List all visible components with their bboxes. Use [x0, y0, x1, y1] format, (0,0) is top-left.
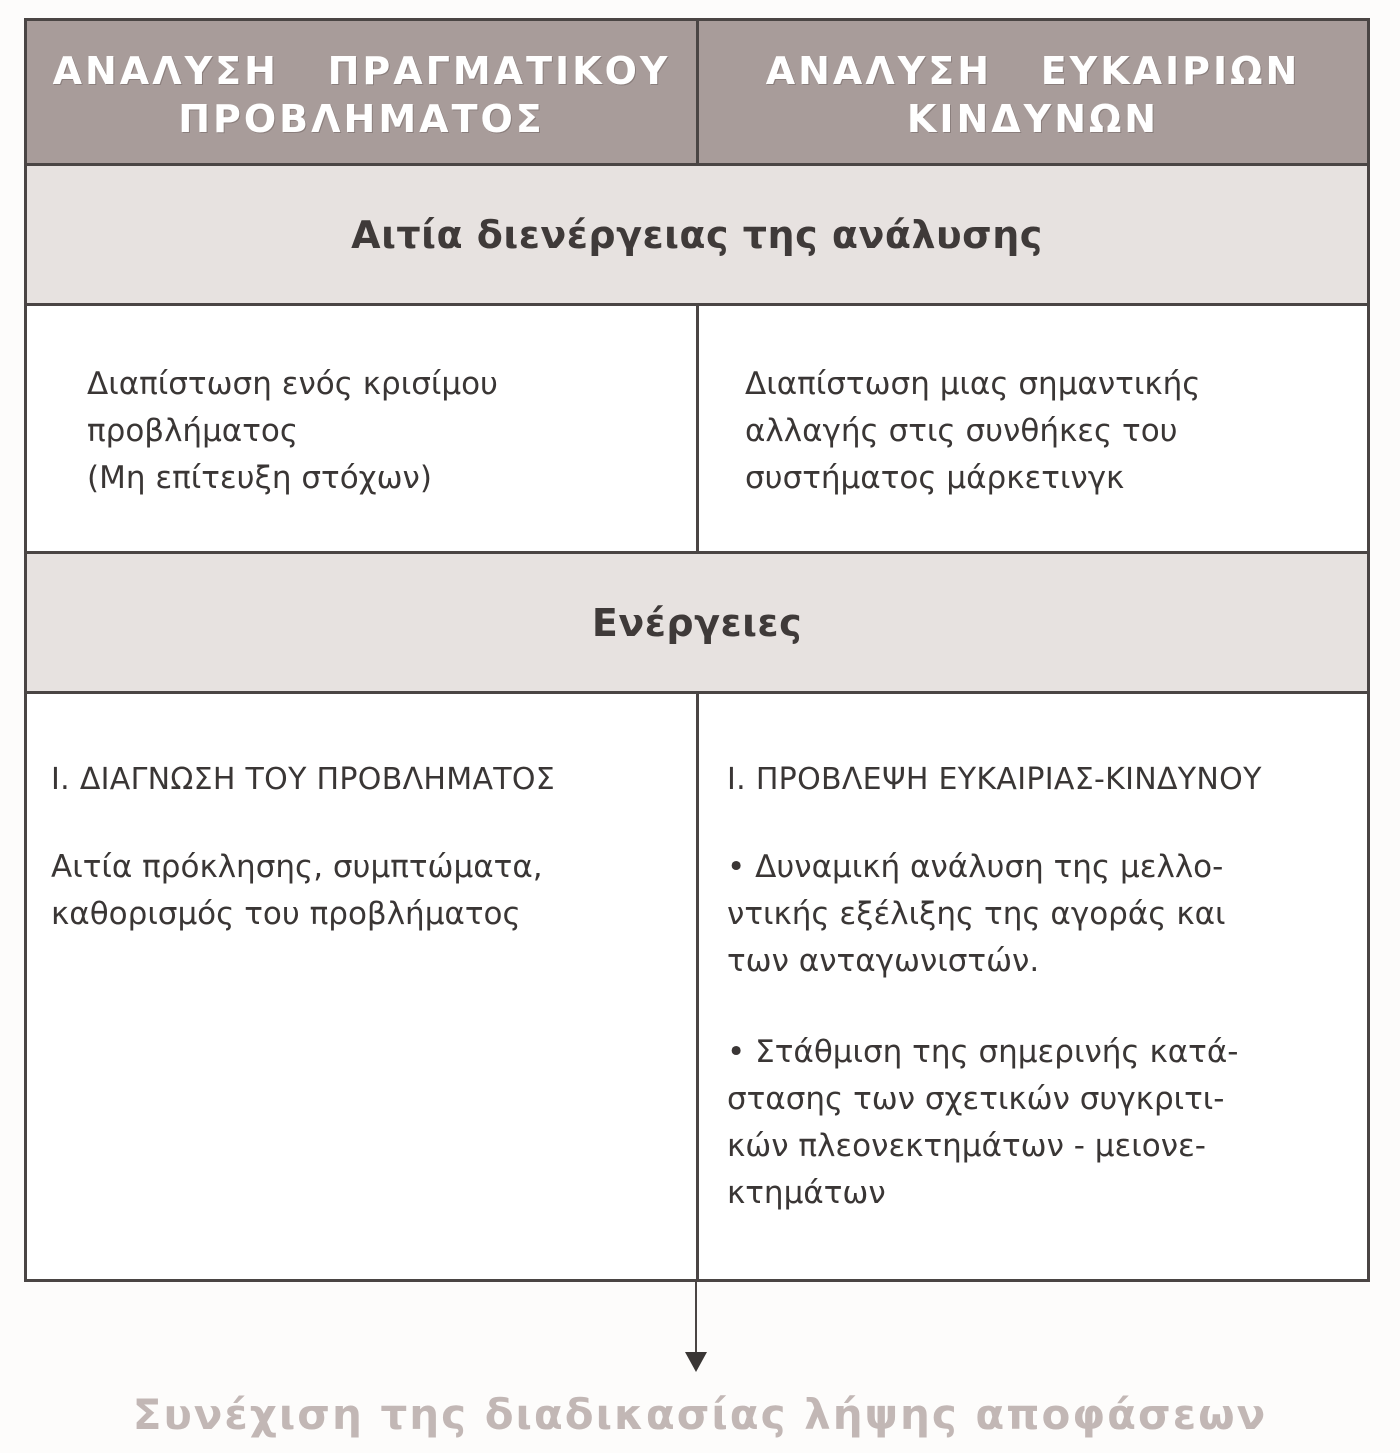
reason-left-text: [87, 361, 498, 502]
reason-band: [27, 166, 1367, 306]
reason-right-text: [745, 361, 1200, 502]
reason-left-line-3: (Μη επίτευξη στόχων): [87, 460, 432, 496]
reason-right-line-2: αλλαγής στις συνθήκες του: [745, 413, 1178, 449]
header-right-title: [699, 47, 1367, 143]
header-right-line-2: ΚΙΝΔΥΝΩΝ: [906, 97, 1160, 141]
reason-band-title: Αιτία διενέργειας της ανάλυσης: [351, 212, 1043, 257]
header-left-line-2: ΠΡΟΒΛΗΜΑΤΟΣ: [178, 97, 545, 141]
header-left-title: [27, 47, 696, 143]
analysis-table: [24, 18, 1370, 1282]
next-step-caption: Συνέχιση της διαδικασίας λήψης αποφάσεων: [132, 1390, 1268, 1439]
forecast-bullet-2-line-2: στασης των σχετικών συγκριτι-: [727, 1081, 1225, 1117]
forecast-bullet-2-line-3: κών πλεονεκτημάτων - μειονε-: [727, 1128, 1206, 1164]
reason-left-cell: [27, 306, 699, 551]
reason-left-line-1: Διαπίστωση ενός κρισίμου: [87, 366, 498, 402]
forecast-bullet-1: [727, 844, 1327, 985]
header-row: [27, 21, 1367, 166]
reason-left-line-2: προβλήματος: [87, 413, 299, 449]
down-arrow-icon: [685, 1352, 707, 1372]
header-left-cell: [27, 21, 699, 163]
diagnosis-line-2: καθορισμός του προβλήματος: [51, 896, 521, 932]
diagnosis-text: [51, 844, 543, 938]
header-right-cell: [699, 21, 1367, 163]
actions-band: [27, 551, 1367, 694]
reason-row: [27, 306, 1367, 551]
actions-right-cell: [699, 694, 1367, 1279]
forecast-bullet-2-line-1: • Στάθμιση της σημερινής κατά-: [727, 1034, 1239, 1070]
actions-row: [27, 694, 1367, 1279]
reason-right-cell: [699, 306, 1367, 551]
diagnosis-line-1: Αιτία πρόκλησης, συμπτώματα,: [51, 849, 543, 885]
forecast-heading: Ι. ΠΡΟΒΛΕΨΗ ΕΥΚΑΙΡΙΑΣ-ΚΙΝΔΥΝΟΥ: [727, 762, 1262, 797]
actions-left-cell: [27, 694, 699, 1279]
forecast-bullet-2-line-4: κτημάτων: [727, 1175, 886, 1211]
reason-right-line-1: Διαπίστωση μιας σημαντικής: [745, 366, 1201, 402]
down-arrow-line: [695, 1282, 697, 1352]
actions-band-title: Ενέργειες: [591, 600, 803, 645]
forecast-bullet-2: [727, 1029, 1327, 1217]
forecast-bullet-1-line-3: των ανταγωνιστών.: [727, 943, 1040, 979]
header-left-line-1: ΑΝΑΛΥΣΗ ΠΡΑΓΜΑΤΙΚΟΥ: [52, 49, 671, 93]
forecast-bullet-1-line-2: ντικής εξέλιξης της αγοράς και: [727, 896, 1226, 932]
forecast-bullet-1-line-1: • Δυναμική ανάλυση της μελλο-: [727, 849, 1224, 885]
reason-right-line-3: συστήματος μάρκετινγκ: [745, 460, 1125, 496]
header-right-line-1: ΑΝΑΛΥΣΗ ΕΥΚΑΙΡΙΩΝ: [765, 49, 1301, 93]
diagnosis-heading: Ι. ΔΙΑΓΝΩΣΗ ΤΟΥ ΠΡΟΒΛΗΜΑΤΟΣ: [51, 762, 556, 797]
